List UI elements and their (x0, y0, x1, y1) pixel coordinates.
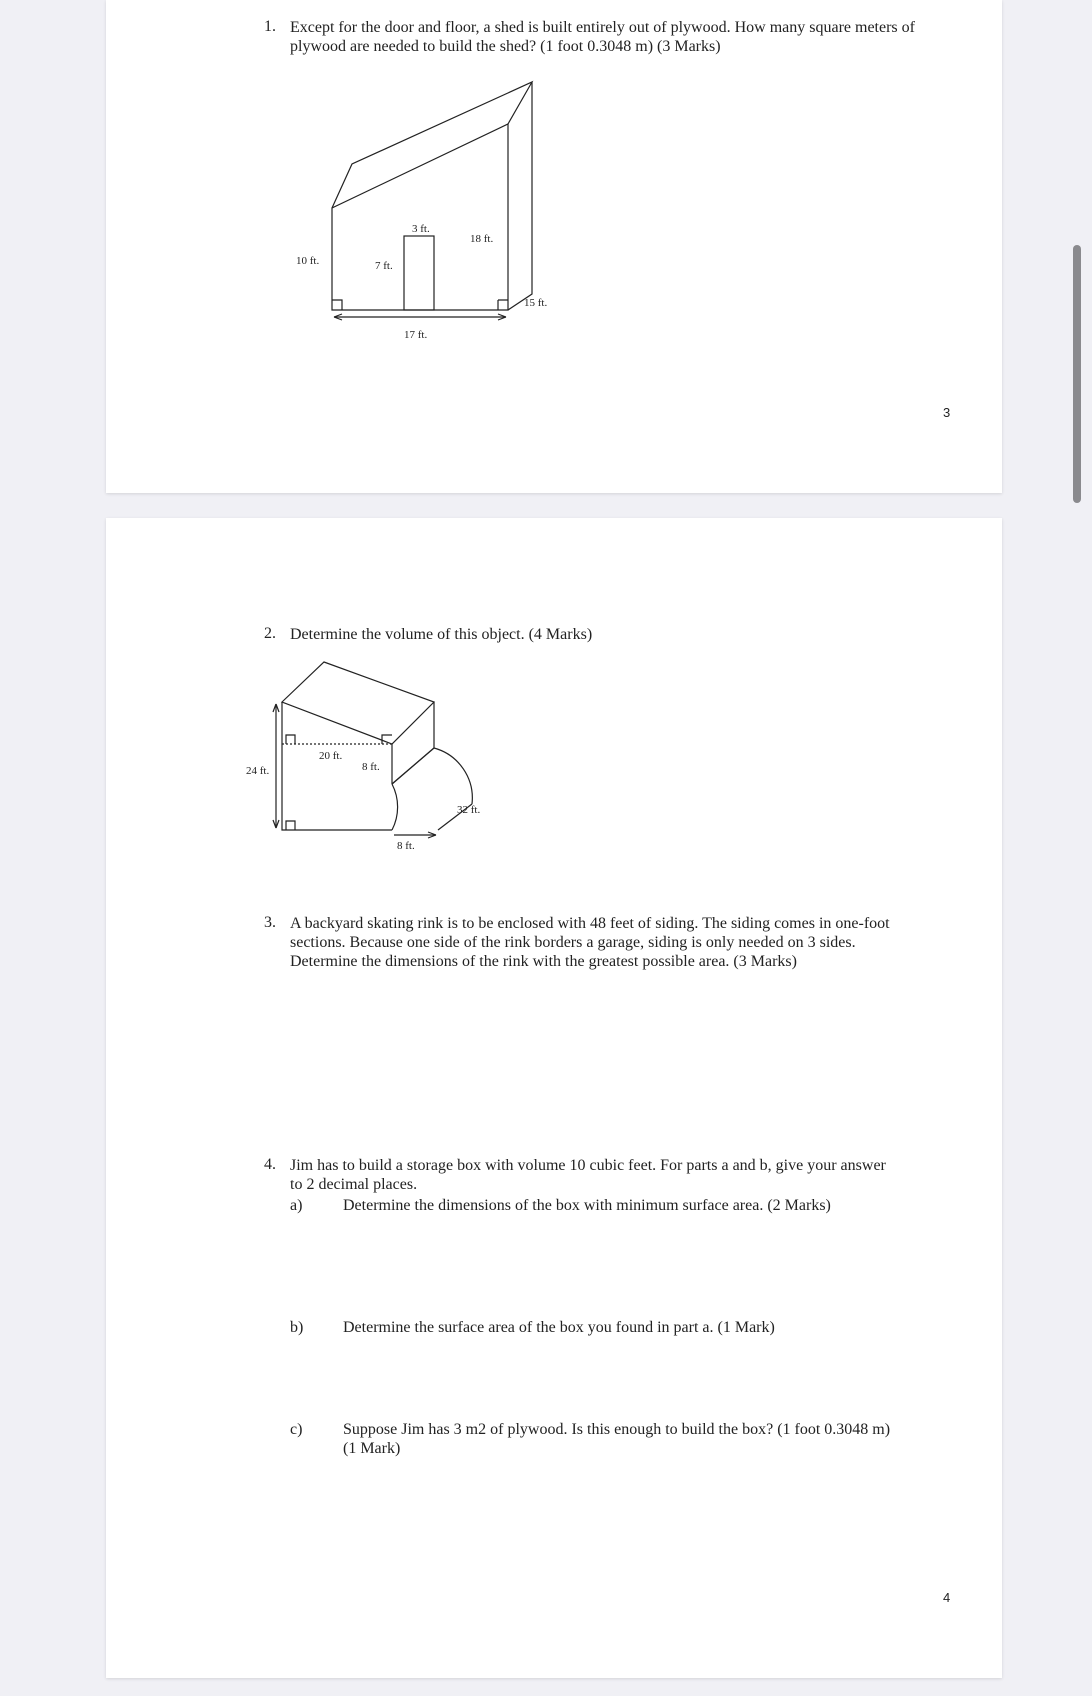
question-4a-label: a) (290, 1197, 303, 1214)
right-angle-right (498, 300, 508, 310)
arc-back (434, 748, 472, 804)
label-depth: 15 ft. (524, 297, 548, 309)
question-2-number: 2. (264, 625, 276, 642)
question-1-number: 1. (264, 18, 276, 35)
page-number: 3 (943, 405, 951, 420)
arc-front (392, 784, 398, 830)
question-1-line-1: Except for the door and floor, a shed is built entirely out of plywood. How many square meters of (290, 19, 915, 36)
question-4-text (290, 1156, 1000, 1194)
question-4c-line-2: (1 Mark) (343, 1440, 401, 1457)
label-step: 8 ft. (362, 761, 380, 773)
question-4c-line-1: Suppose Jim has 3 m2 of plywood. Is this enough to build the box? (1 foot 0.3048 m) (343, 1421, 891, 1438)
page-4 (106, 518, 1002, 1678)
vertical-scrollbar[interactable] (1073, 245, 1081, 503)
page-number: 4 (943, 1590, 951, 1605)
shed-front-face (332, 124, 508, 310)
shed-roof-right-edge (508, 82, 532, 310)
question-4-line-1: Jim has to build a storage box with volume 10 cubic feet. For parts a and b, give your answer (290, 1157, 886, 1174)
right-angle-left (332, 300, 342, 310)
label-height: 24 ft. (246, 765, 270, 777)
question-4-line-2: to 2 decimal places. (290, 1176, 418, 1193)
question-3-line-1: A backyard skating rink is to be enclosed with 48 feet of siding. The siding comes in one-foot (290, 915, 890, 932)
question-3-number: 3. (264, 914, 276, 931)
box-top-face (282, 662, 434, 744)
right-angle-top-left (286, 735, 295, 744)
shed-diagram (106, 0, 1002, 493)
label-top-width: 20 ft. (319, 750, 343, 762)
shed-roof (332, 82, 532, 208)
question-3-text (290, 914, 990, 971)
question-1-line-2: plywood are needed to build the shed? (1 foot 0.3048 m) (3 Marks) (290, 38, 721, 55)
question-3-line-3: Determine the dimensions of the rink with the greatest possible area. (3 Marks) (290, 953, 797, 970)
shed-door (404, 236, 434, 310)
question-4c-label: c) (290, 1421, 303, 1438)
right-angle-bottom-left (286, 821, 295, 830)
page-3 (106, 0, 1002, 493)
label-left-height: 10 ft. (296, 255, 320, 267)
object-diagram (106, 518, 1002, 878)
question-3-line-2: sections. Because one side of the rink borders a garage, siding is only needed on 3 sides. (290, 934, 856, 951)
label-roof-length: 18 ft. (470, 233, 494, 245)
label-bottom: 8 ft. (397, 840, 415, 852)
question-4c-text (343, 1420, 993, 1458)
question-4-number: 4. (264, 1156, 276, 1173)
box-right-edge (392, 702, 434, 784)
label-arc: 32 ft. (457, 804, 481, 816)
label-front-width: 17 ft. (404, 329, 428, 341)
question-2-text: Determine the volume of this object. (4 Marks) (290, 626, 593, 643)
question-4b-text: Determine the surface area of the box you found in part a. (1 Mark) (343, 1319, 775, 1336)
label-door-width: 3 ft. (412, 223, 430, 235)
question-4b-label: b) (290, 1319, 304, 1336)
question-4a-text: Determine the dimensions of the box with minimum surface area. (2 Marks) (343, 1197, 831, 1214)
label-door-height: 7 ft. (375, 260, 393, 272)
arc-top-edge (392, 748, 434, 784)
